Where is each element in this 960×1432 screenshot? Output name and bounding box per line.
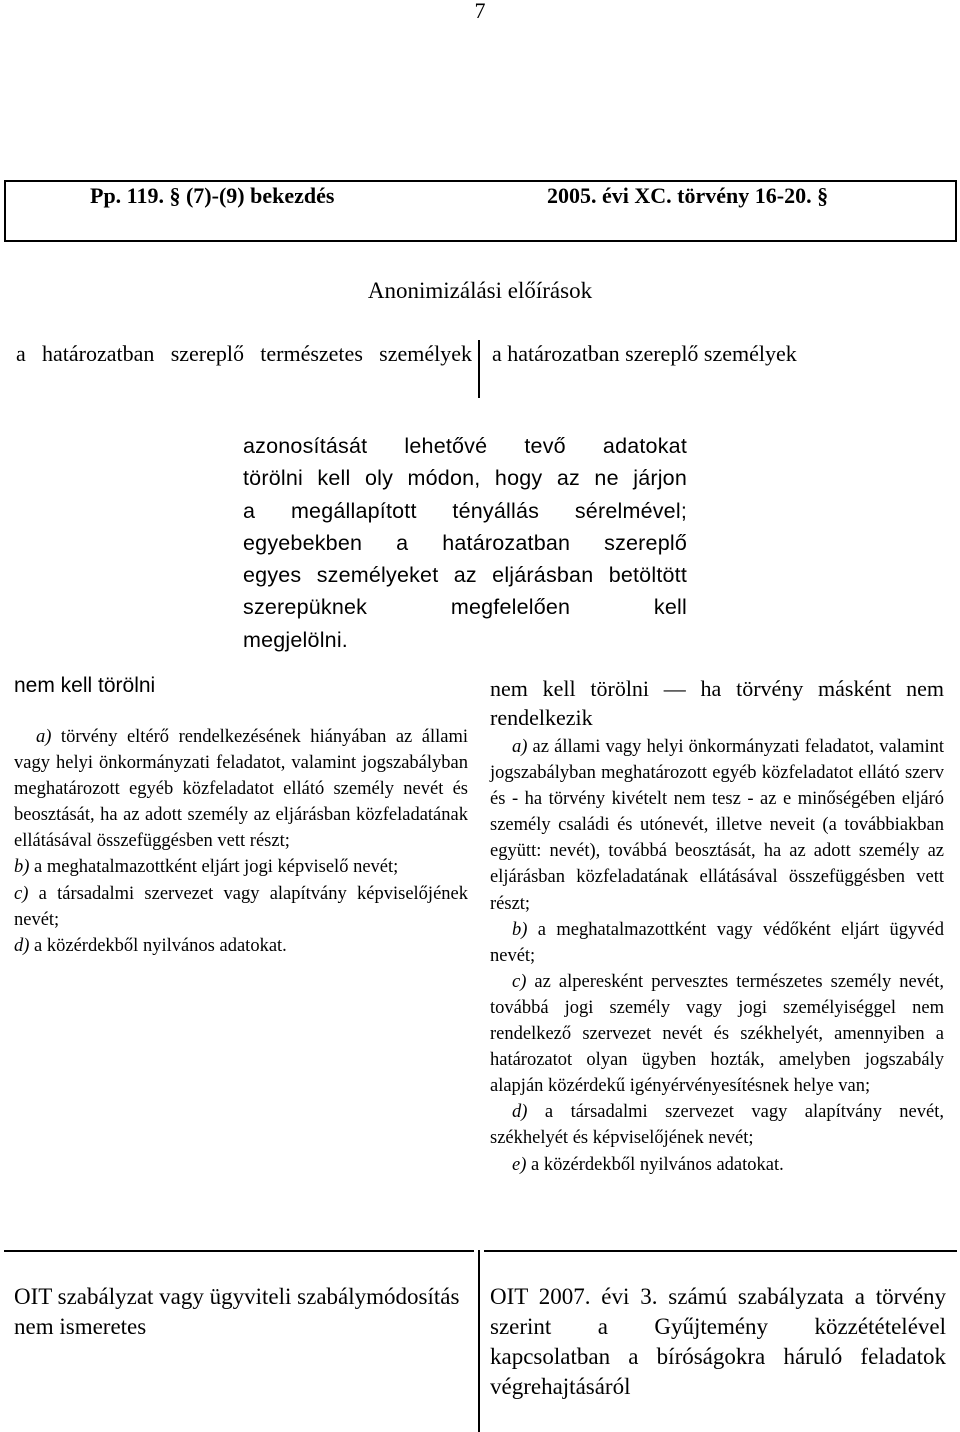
right-item-b: b) a meghatalmazottként vagy védőként eljárt ügyvéd nevét; xyxy=(490,919,944,966)
left-column xyxy=(14,674,468,959)
left-column-title: nem kell törölni xyxy=(14,674,156,697)
intro-paragraph xyxy=(243,430,687,656)
left-item-d: d) a közérdekből nyilvános adatokat. xyxy=(14,935,287,956)
header-bottom-border xyxy=(4,240,957,242)
intro-line: szerepüknek megfelelően kell xyxy=(243,595,687,620)
section-title: Anonimizálási előírások xyxy=(367,278,593,303)
right-item-c: c) az alperesként pervesztes természetes személy nevét, továbbá jogi személy vagy jogi személyiséggel nem rendelkező szervezet nevét és székhelyét, amennyiben a határozatot olyan ügyben hozták, amelyben jogszabály alapján közérdekű igényérvényesítésnek helye van; xyxy=(490,971,944,1097)
table-left-border xyxy=(4,180,6,242)
right-item-d: d) a társadalmi szervezet vagy alapítvány nevét, székhelyét és képviselőjének nevét; xyxy=(490,1102,944,1149)
table-right-border xyxy=(955,180,957,242)
intro-line: a megállapított tényállás sérelmével; xyxy=(243,498,687,523)
footer-divider-left xyxy=(4,1250,474,1252)
footer-right: OIT 2007. évi 3. számú szabályzata a törvény szerint a Gyűjtemény közzétételével kapcsolatban a bíróságokra háruló feladatok végrehajtásáról xyxy=(490,1284,946,1399)
page-number: 7 xyxy=(474,0,486,23)
left-item-a: a) törvény eltérő rendelkezésének hiányában az állami vagy helyi önkormányzati feladatot, valamint jogszabályban meghatározott egyéb közfeladatot ellátó személy nevét és beosztását, ha az adott személy az eljárásban közfeladatának ellátásával összefüggésben vett részt; xyxy=(14,727,468,852)
intro-line: egyes személyeket az eljárásban betöltött xyxy=(243,563,687,588)
left-item-b: b) a meghatalmazottként eljárt jogi képviselő nevét; xyxy=(14,857,399,878)
table-top-border xyxy=(4,180,957,182)
left-column-heading: a határozatban szereplő természetes személyek xyxy=(16,341,472,366)
intro-line: azonosítását lehetővé tevő adatokat xyxy=(243,434,687,458)
left-list xyxy=(14,724,468,959)
intro-line: egyebekben a határozatban szereplő xyxy=(243,530,687,555)
footer-left: OIT szabályzat vagy ügyviteli szabálymódosítás nem ismeretes xyxy=(14,1284,460,1339)
column-divider-upper xyxy=(478,340,480,398)
intro-line: törölni kell oly módon, hogy az ne járjon xyxy=(243,466,687,491)
right-item-a: a) az állami vagy helyi önkormányzati feladatot, valamint jogszabályban meghatározott egyéb közfeladatot ellátó szerv és - ha törvény kivételt nem tesz - az e minőségében eljáró személy családi és utónevét, illetve neveit (a továbbiakban együtt: nevét), továbbá beosztását, ha az adott személy az eljárásban közfeladatának ellátásával összefüggésben vett részt; xyxy=(490,737,944,914)
column-divider-lower xyxy=(478,1250,480,1432)
right-column xyxy=(490,674,944,1178)
footer-divider-right xyxy=(484,1250,957,1252)
header-left: Pp. 119. § (7)-(9) bekezdés xyxy=(90,183,335,208)
right-column-title: nem kell törölni — ha törvény másként nem rendelkezik xyxy=(490,676,944,730)
right-list xyxy=(490,734,944,1178)
left-item-c: c) a társadalmi szervezet vagy alapítvány képviselőjének nevét; xyxy=(14,883,468,930)
right-item-e: e) a közérdekből nyilvános adatokat. xyxy=(512,1154,784,1175)
intro-line: megjelölni. xyxy=(243,627,348,652)
right-column-heading: a határozatban szereplő személyek xyxy=(492,341,797,366)
header-right: 2005. évi XC. törvény 16-20. § xyxy=(547,183,829,208)
